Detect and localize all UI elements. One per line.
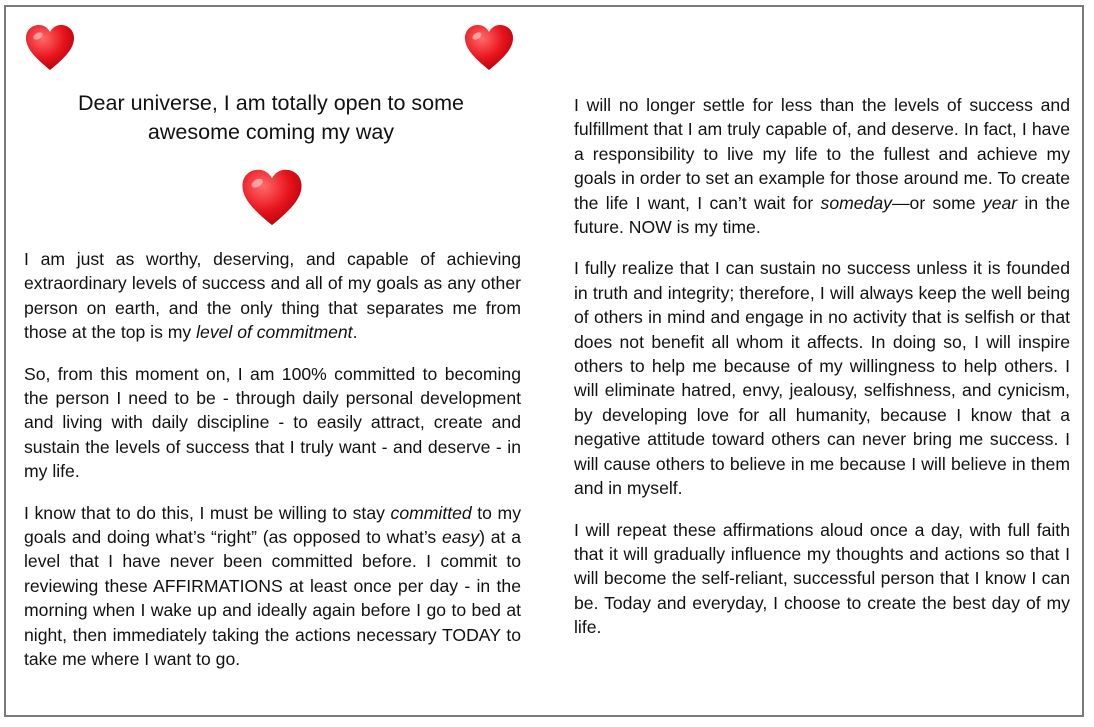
heart-icon — [463, 24, 515, 72]
emphasis-text: easy — [441, 527, 480, 548]
paragraph-text: to my goals and doing what’s “right” (as opposed to what’s — [24, 502, 522, 548]
affirmation-paragraph: I will repeat these affirmations aloud once a day, with full faith that it will gradually influence my thoughts and actions so that I will become the self-reliant, successful person that I know I can be. Today and everyday, I choose to create the best day of my life. — [574, 519, 1070, 638]
page-title: Dear universe, I am totally open to some awesome coming my way — [78, 91, 464, 144]
paragraph-text: I will no longer settle for less than the levels of success and fulfillment that I am truly capable of, and deserve. In fact, I have a responsibility to live my life to the fullest and achieve my goals in order to set an example for those around me. To create the life I want, I can’t wait for — [574, 95, 1070, 213]
paragraph-text: I know that to do this, I must be willing to stay — [24, 502, 391, 523]
affirmation-paragraph: So, from this moment on, I am 100% committed to becoming the person I need to be - through daily personal development and living with daily discipline - to easily attract, create and sustain the levels of success that I truly want - and deserve - in my life. — [24, 363, 521, 482]
paragraph-text: in the future. NOW is my time. — [574, 192, 1070, 238]
affirmation-paragraph — [24, 501, 521, 672]
right-column — [574, 93, 1070, 640]
affirmation-paragraph — [24, 247, 521, 345]
paragraph-text: —or some — [891, 192, 983, 213]
affirmation-paragraph — [574, 93, 1070, 239]
paragraph-text: I am just as worthy, deserving, and capable of achieving extraordinary levels of success and all of my goals as any other person on earth, and the only thing that separates me from those at the top is my — [24, 249, 521, 343]
paragraph-text: ) at a level that I have never been committed before. I commit to reviewing these AFFIRMATIONS at least once per day - in the morning when I wake up and ideally again before I go to bed at night, then immediately taking the actions necessary TODAY to take me where I want to go. — [24, 527, 521, 670]
emphasis-text: committed — [390, 502, 472, 523]
left-column — [24, 247, 521, 672]
paragraph-text: . — [352, 322, 358, 343]
affirmation-paragraph: I fully realize that I can sustain no success unless it is founded in truth and integrity; therefore, I will always keep the well being of others in mind and engage in no activity that is selfish or that does not benefit all whom it affects. In doing so, I will inspire others to help me because of my willingness to help others. I will eliminate hatred, envy, jealousy, selfishness, and cynicism, by developing love for all humanity, because I know that a negative attitude toward others can never bring me success. I will cause others to believe in me because I will believe in them and in myself. — [574, 258, 1070, 499]
heart-icon — [24, 24, 76, 72]
heart-icon — [240, 168, 304, 228]
emphasis-text: year — [982, 192, 1018, 213]
emphasis-text: someday — [820, 192, 892, 213]
emphasis-text: level of commitment — [196, 322, 353, 343]
